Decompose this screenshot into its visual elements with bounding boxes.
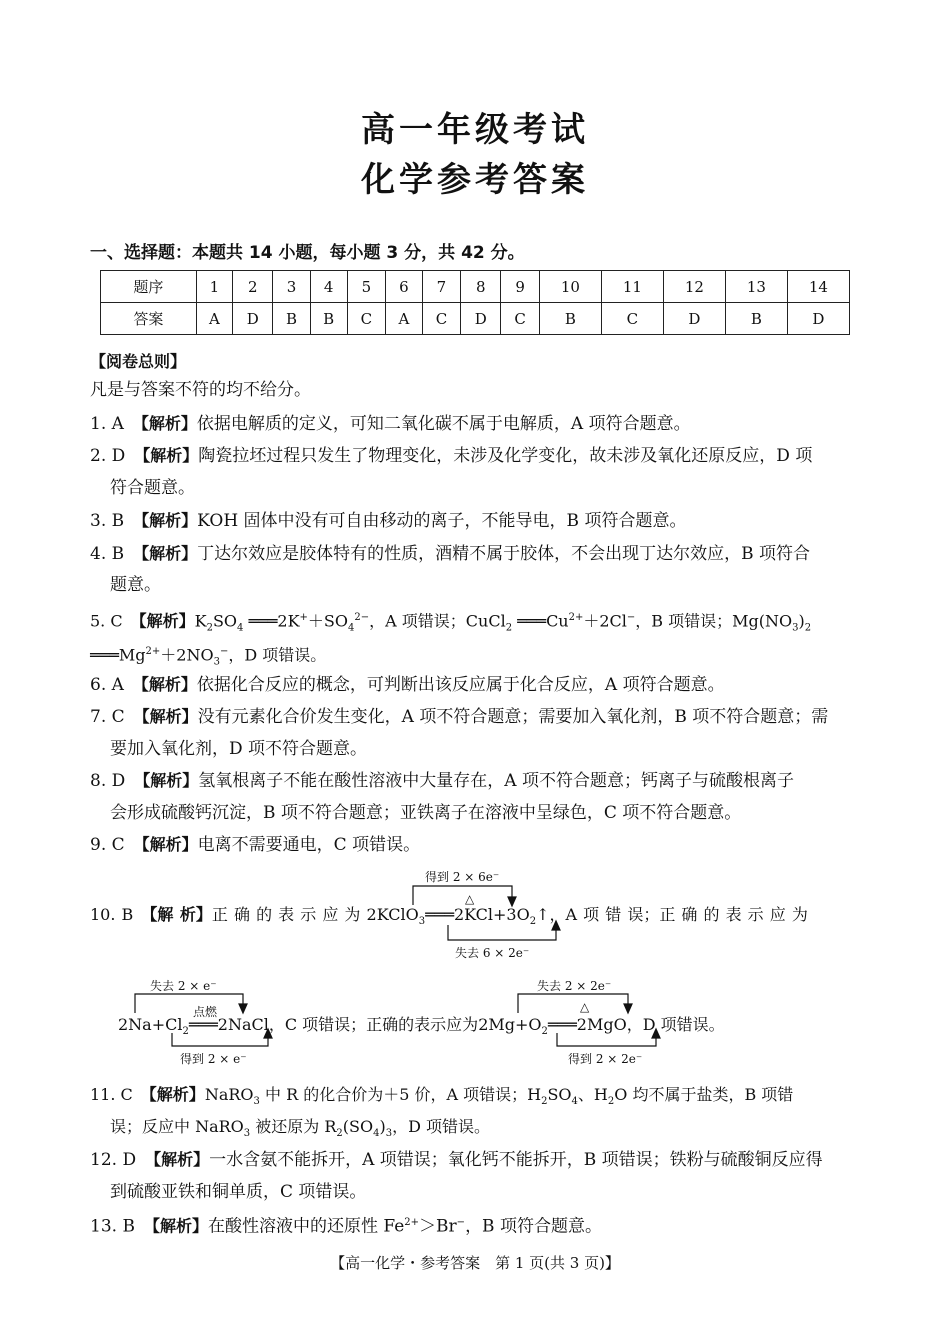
question-number-cell: 6 — [386, 271, 423, 303]
answer-item-7: 7. C 【解析】没有元素化合价发生变化，A 项不符合题意；需要加入氧化剂，B 项不符合题意；需 — [90, 707, 829, 727]
answer-cell: C — [501, 303, 540, 335]
question-number-cell: 10 — [539, 271, 601, 303]
answer-item-11: 11. C 【解析】NaRO$_3$ 中 R 的化合价为＋5 价，A 项错误；$H_2SO_4$、$H_2O$ 均不属于盐类，B 项错 — [90, 1085, 794, 1108]
answer-item-2: 2. D 【解析】陶瓷拉坯过程只发生了物理变化，未涉及化学变化，故未涉及氧化还原反应，D 项 — [90, 446, 813, 466]
gain-label-1: 得到 2 × 6e⁻ — [425, 870, 500, 884]
question-number-cell: 12 — [663, 271, 725, 303]
ignite-label: 点燃 — [193, 1005, 218, 1019]
heat-symbol: △ — [465, 892, 475, 906]
page-subtitle: 化学参考答案 — [361, 160, 589, 200]
question-number-cell: 13 — [725, 271, 787, 303]
answer-cell: C — [422, 303, 461, 335]
answer-item-5: 5. C 【解析】$K_2SO_4$ $═══2K^++SO_4^{2-}$，A 项错误；CuCl$_2$ $═══Cu^{2+}+2Cl^-$，B 项错误；$Mg(NO_3)_2$ — [90, 611, 812, 634]
answer-item-5-cont: $═══Mg^{2+}+2NO_3^-$，D 项错误。 — [90, 645, 327, 668]
answer-item-13: 13. B 【解析】在酸性溶液中的还原性 $Fe^{2+}>Br^-$，B 项符合题意。 — [90, 1216, 602, 1237]
answer-item-4-cont: 题意。 — [110, 575, 161, 595]
answer-cell: B — [539, 303, 601, 335]
answer-cell: C — [601, 303, 663, 335]
section-heading: 一、选择题：本题共 14 小题，每小题 3 分，共 42 分。 — [90, 243, 525, 263]
answer-cell: D — [461, 303, 501, 335]
answer-cell: B — [725, 303, 787, 335]
lose-label-3: 失去 2 × 2e⁻ — [537, 979, 612, 993]
lose-label-1: 失去 6 × 2e⁻ — [455, 946, 530, 960]
question-number-cell: 9 — [501, 271, 540, 303]
answer-item-8-cont: 会形成硫酸钙沉淀，B 项不符合题意；亚铁离子在溶液中呈绿色，C 项不符合题意。 — [110, 803, 742, 823]
question-number-cell: 11 — [601, 271, 663, 303]
answer-item-8: 8. D 【解析】氢氧根离子不能在酸性溶液中大量存在，A 项不符合题意；钙离子与硫酸根离子 — [90, 771, 794, 791]
question-number-cell: 8 — [461, 271, 501, 303]
answer-item-3: 3. B 【解析】KOH 固体中没有可自由移动的离子，不能导电，B 项符合题意。 — [90, 511, 687, 531]
answer-cell: C — [347, 303, 386, 335]
answer-cell: B — [310, 303, 347, 335]
answer-item-11-cont: 误；反应中 NaRO$_3$ 被还原为 $R_2(SO_4)_3$，D 项错误。 — [110, 1117, 491, 1140]
question-number-cell: 1 — [196, 271, 233, 303]
page-footer: 【高一化学・参考答案 第 1 页(共 3 页)】 — [330, 1254, 620, 1272]
answer-item-4: 4. B 【解析】丁达尔效应是胶体特有的性质，酒精不属于胶体，不会出现丁达尔效应，B 项符合 — [90, 544, 811, 564]
answer-item-12-cont: 到硫酸亚铁和铜单质，C 项错误。 — [110, 1182, 367, 1202]
answer-item-10: 10. B 【解 析】正 确 的 表 示 应 为 $2KClO_3═══2KCl+3O_2↑$，A 项 错 误；正 确 的 表 示 应 为 — [90, 905, 808, 928]
question-number-cell: 2 — [233, 271, 273, 303]
row-label: 答案 — [101, 303, 197, 335]
rule-text: 凡是与答案不符的均不给分。 — [90, 380, 311, 400]
question-number-cell: 7 — [422, 271, 461, 303]
answer-cell: D — [787, 303, 849, 335]
row-label: 题序 — [101, 271, 197, 303]
answer-cell: D — [233, 303, 273, 335]
answer-cell: A — [196, 303, 233, 335]
gain-label-2: 得到 2 × e⁻ — [180, 1052, 247, 1066]
lose-label-2: 失去 2 × e⁻ — [150, 979, 217, 993]
question-number-cell: 4 — [310, 271, 347, 303]
answer-item-7-cont: 要加入氧化剂，D 项不符合题意。 — [110, 739, 368, 759]
answer-cell: A — [386, 303, 423, 335]
question-number-cell: 5 — [347, 271, 386, 303]
answer-cell: D — [663, 303, 725, 335]
page-title: 高一年级考试 — [361, 110, 589, 150]
answer-item-6: 6. A 【解析】依据化合反应的概念，可判断出该反应属于化合反应，A 项符合题意。 — [90, 675, 725, 695]
answer-item-10-cont: $2Na+Cl_2═══2NaCl$，C 项错误；正确的表示应为$2Mg+O_2═══2MgO$，D 项错误。 — [118, 1015, 725, 1038]
answer-item-2-cont: 符合题意。 — [110, 478, 195, 498]
answer-item-1: 1. A 【解析】依据电解质的定义，可知二氧化碳不属于电解质，A 项符合题意。 — [90, 414, 691, 434]
question-number-cell: 14 — [787, 271, 849, 303]
question-number-cell: 3 — [273, 271, 310, 303]
heat-symbol-2: △ — [580, 1000, 590, 1014]
answer-cell: B — [273, 303, 310, 335]
answer-item-12: 12. D 【解析】一水含氨不能拆开，A 项错误；氧化钙不能拆开，B 项错误；铁粉与硫酸铜反应得 — [90, 1150, 823, 1170]
rule-heading: 【阅卷总则】 — [90, 352, 187, 371]
gain-label-3: 得到 2 × 2e⁻ — [568, 1052, 643, 1066]
answer-item-9: 9. C 【解析】电离不需要通电，C 项错误。 — [90, 835, 421, 855]
